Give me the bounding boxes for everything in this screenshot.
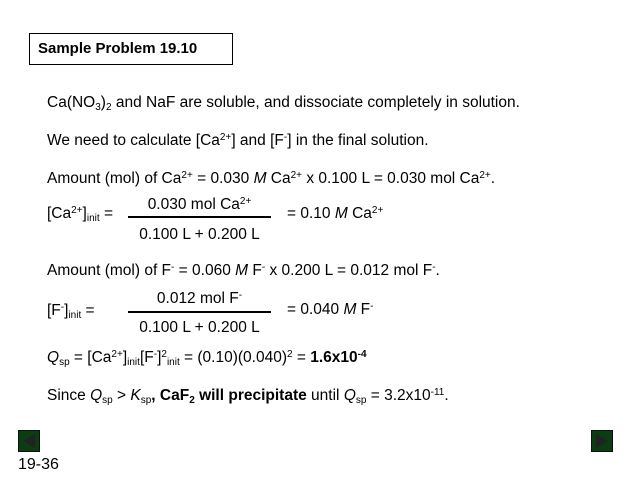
- prev-slide-button[interactable]: [18, 430, 40, 452]
- superscript: -: [261, 262, 266, 273]
- fraction-2-denominator: 0.100 L + 0.200 L: [139, 319, 260, 336]
- text: x 0.100 L = 0.030 mol Ca: [302, 170, 480, 187]
- superscript: -: [432, 262, 436, 273]
- superscript: -: [171, 262, 175, 273]
- superscript: -4: [357, 349, 367, 360]
- triangle-left-icon: [19, 431, 39, 451]
- superscript: 2+: [111, 349, 123, 360]
- text: We need to calculate [Ca: [47, 132, 220, 149]
- subscript: 2: [189, 395, 195, 406]
- text: = 3.2x10: [366, 387, 431, 404]
- text: F: [356, 301, 371, 318]
- result-value: 1.6x10: [310, 349, 358, 366]
- fraction-1-numerator: [128, 196, 271, 214]
- superscript: 2: [161, 349, 167, 360]
- text: Amount (mol) of Ca: [47, 170, 182, 187]
- k-symbol: K: [130, 387, 141, 404]
- text: = 0.10: [287, 205, 335, 222]
- text: = [Ca: [69, 349, 112, 366]
- next-slide-button[interactable]: [591, 430, 613, 452]
- page-number: 19-36: [18, 456, 59, 473]
- q-symbol: Q: [90, 387, 103, 404]
- superscript: -: [370, 301, 374, 312]
- text: Since: [47, 387, 91, 404]
- text-line-4: [47, 262, 440, 280]
- superscript: -: [153, 349, 158, 360]
- text: >: [112, 387, 131, 404]
- text: 0.030 mol Ca: [147, 196, 240, 213]
- superscript: 2+: [239, 196, 252, 207]
- superscript: -: [60, 302, 65, 313]
- text: .: [435, 262, 440, 279]
- text: .: [490, 170, 496, 187]
- text: Amount (mol) of F: [47, 262, 172, 279]
- q-symbol: Q: [47, 349, 60, 366]
- fraction-1-denominator: 0.100 L + 0.200 L: [139, 226, 260, 243]
- text: ] in the final solution.: [287, 132, 429, 149]
- superscript: -: [283, 132, 288, 143]
- slide-title: Sample Problem 19.10: [29, 33, 233, 65]
- subscript: 3: [95, 102, 101, 113]
- text-line-3: [47, 170, 495, 188]
- text: = (0.10)(0.040): [179, 349, 288, 366]
- text: [F: [139, 349, 154, 366]
- fraction-2-numerator: [128, 290, 271, 308]
- text: ]: [82, 205, 87, 222]
- bold-text: , CaF: [151, 387, 190, 404]
- subscript: sp: [102, 395, 113, 406]
- q-symbol: Q: [343, 387, 356, 404]
- text: Ca(NO: [47, 94, 96, 111]
- text: ]: [122, 349, 128, 366]
- subscript: init: [86, 213, 100, 224]
- text: ]: [157, 349, 162, 366]
- text: ] and [F: [231, 132, 284, 149]
- subscript: sp: [355, 395, 367, 406]
- superscript: -11: [430, 387, 445, 398]
- molar-symbol: M: [253, 170, 267, 187]
- text-line-1: [47, 94, 520, 112]
- subscript: sp: [140, 395, 152, 406]
- text: Ca: [347, 205, 372, 222]
- text: =: [81, 302, 95, 319]
- fraction-1-lhs: [47, 205, 113, 223]
- text: =: [99, 205, 113, 222]
- fraction-2-bar: [128, 311, 271, 313]
- molar-symbol: M: [334, 205, 348, 222]
- text: F: [248, 262, 262, 279]
- superscript: 2+: [181, 170, 193, 181]
- superscript: -: [238, 290, 243, 301]
- text: [Ca: [47, 205, 72, 222]
- molar-symbol: M: [343, 301, 357, 318]
- text: ]: [64, 302, 69, 319]
- text: =: [292, 349, 311, 366]
- text-line-5: [47, 349, 367, 367]
- text-line-2: [47, 132, 429, 150]
- subscript: init: [127, 357, 140, 368]
- subscript: init: [166, 357, 180, 368]
- fraction-1-result: [287, 205, 383, 223]
- text: x 0.200 L = 0.012 mol F: [265, 262, 433, 279]
- superscript: 2+: [71, 205, 83, 216]
- text: .: [444, 387, 449, 404]
- text: and NaF are soluble, and dissociate completely in solution.: [111, 94, 520, 111]
- fraction-2-result: [287, 301, 374, 319]
- text: Ca: [266, 170, 291, 187]
- fraction-1-bar: [128, 216, 271, 218]
- bold-text: will precipitate: [194, 387, 307, 404]
- text: until: [306, 387, 344, 404]
- superscript: 2+: [290, 170, 303, 181]
- superscript: 2: [287, 349, 293, 360]
- subscript: sp: [59, 357, 70, 368]
- text: [F: [47, 302, 61, 319]
- text: = 0.040: [287, 301, 344, 318]
- text: 0.012 mol F: [156, 290, 239, 307]
- text: = 0.030: [192, 170, 254, 187]
- text: ): [100, 94, 106, 111]
- molar-symbol: M: [235, 262, 249, 279]
- text-line-6: [47, 387, 449, 405]
- triangle-right-icon: [592, 431, 612, 451]
- superscript: 2+: [479, 170, 491, 181]
- fraction-2-lhs: [47, 302, 95, 320]
- subscript: init: [68, 310, 82, 321]
- superscript: 2+: [371, 205, 384, 216]
- superscript: 2+: [219, 132, 232, 143]
- subscript: 2: [105, 102, 112, 113]
- text: = 0.060: [174, 262, 236, 279]
